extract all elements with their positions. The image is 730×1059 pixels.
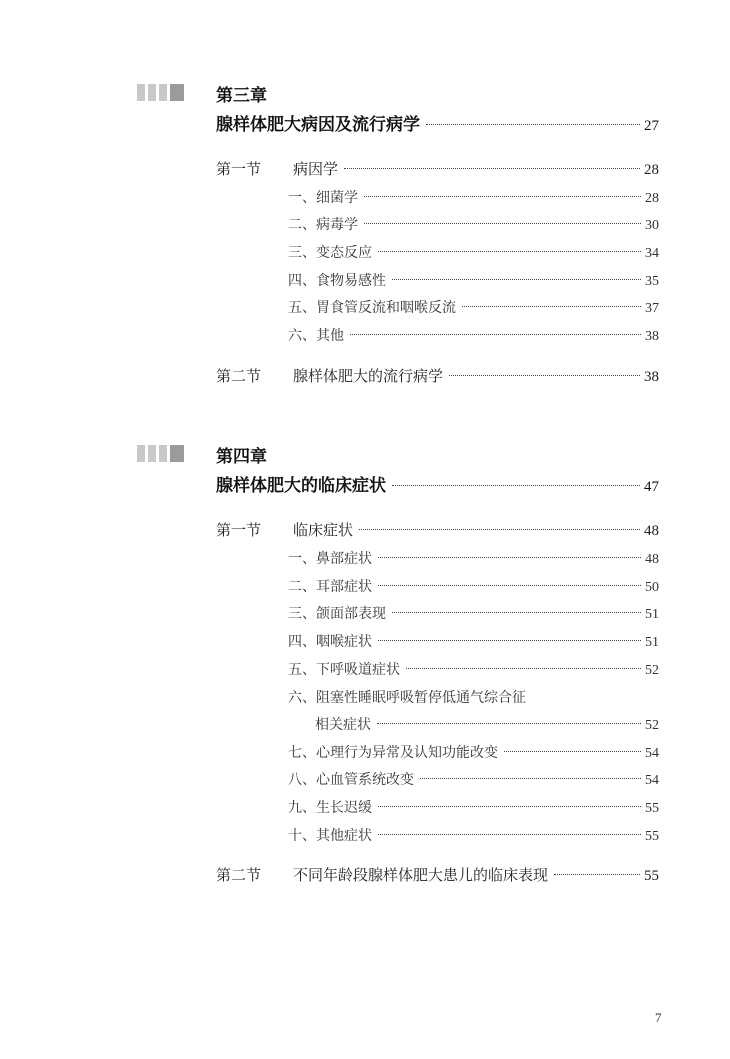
page-ref: 54 <box>645 773 659 788</box>
chapter-title-row[interactable] <box>216 471 659 496</box>
chapter-marker-icon <box>137 445 184 462</box>
chapter-title: 腺样体肥大的临床症状 <box>216 476 386 496</box>
leader-dots <box>344 168 640 169</box>
section-title: 腺样体肥大的流行病学 <box>293 367 444 385</box>
leader-dots <box>392 279 641 280</box>
page-ref: 55 <box>645 829 659 844</box>
toc-item[interactable] <box>288 325 659 345</box>
page-ref: 28 <box>645 191 659 206</box>
item-title: 九、生长迟缓 <box>288 800 372 816</box>
section-row[interactable] <box>293 158 659 179</box>
toc-item[interactable] <box>288 297 659 317</box>
leader-dots <box>449 375 640 376</box>
leader-dots <box>378 585 641 586</box>
item-title: 五、下呼吸道症状 <box>288 662 400 678</box>
section-row[interactable] <box>293 864 659 885</box>
item-title-continued: 相关症状 <box>315 717 371 733</box>
page-ref: 48 <box>645 552 659 567</box>
toc-item[interactable] <box>288 576 659 596</box>
section-row[interactable] <box>293 519 659 540</box>
chapter-label: 第三章 <box>216 86 267 106</box>
toc-item[interactable] <box>315 714 659 734</box>
toc-item[interactable] <box>288 825 659 845</box>
item-title: 八、心血管系统改变 <box>288 772 414 788</box>
page-ref: 38 <box>645 329 659 344</box>
leader-dots <box>378 640 641 641</box>
toc-item[interactable] <box>288 214 659 234</box>
toc-item[interactable] <box>288 603 659 623</box>
chapter-title-row[interactable] <box>216 110 659 135</box>
item-title: 三、颌面部表现 <box>288 606 386 622</box>
item-title: 二、病毒学 <box>288 217 358 233</box>
page-ref: 50 <box>645 580 659 595</box>
item-title: 四、咽喉症状 <box>288 634 372 650</box>
leader-dots <box>359 529 640 530</box>
page-ref: 28 <box>644 162 659 178</box>
page-ref: 35 <box>645 274 659 289</box>
leader-dots <box>378 834 641 835</box>
page-ref: 30 <box>645 218 659 233</box>
page-ref: 52 <box>645 663 659 678</box>
leader-dots <box>426 124 640 125</box>
leader-dots <box>378 251 641 252</box>
section-number: 第二节 <box>216 367 262 385</box>
leader-dots <box>392 485 640 486</box>
toc-item[interactable] <box>288 242 659 262</box>
toc-item[interactable] <box>288 659 659 679</box>
page-ref: 27 <box>644 118 659 134</box>
page-ref: 54 <box>645 746 659 761</box>
page-number: 7 <box>655 1010 662 1025</box>
section-number: 第一节 <box>216 521 262 539</box>
page-ref: 55 <box>645 801 659 816</box>
page-ref: 52 <box>645 718 659 733</box>
leader-dots <box>378 557 641 558</box>
item-title: 六、阻塞性睡眠呼吸暂停低通气综合征 <box>288 690 526 706</box>
leader-dots <box>392 612 641 613</box>
page-ref: 34 <box>645 246 659 261</box>
leader-dots <box>554 874 640 875</box>
leader-dots <box>377 723 641 724</box>
chapter-marker-icon <box>137 84 184 101</box>
page-ref: 38 <box>644 369 659 385</box>
toc-item[interactable] <box>288 631 659 651</box>
section-number: 第一节 <box>216 160 262 178</box>
chapter-title: 腺样体肥大病因及流行病学 <box>216 115 420 135</box>
item-title: 一、鼻部症状 <box>288 551 372 567</box>
item-title: 五、胃食管反流和咽喉反流 <box>288 300 456 316</box>
chapter-label: 第四章 <box>216 447 267 467</box>
section-title: 临床症状 <box>293 521 354 539</box>
toc-item[interactable] <box>288 548 659 568</box>
leader-dots <box>504 751 641 752</box>
leader-dots <box>364 196 641 197</box>
page-ref: 47 <box>644 479 659 495</box>
leader-dots <box>420 778 641 779</box>
section-title: 不同年龄段腺样体肥大患儿的临床表现 <box>293 866 549 884</box>
item-title: 一、细菌学 <box>288 190 358 206</box>
toc-item[interactable] <box>288 742 659 762</box>
toc-item[interactable] <box>288 270 659 290</box>
toc-item[interactable] <box>288 797 659 817</box>
page-ref: 55 <box>644 868 659 884</box>
section-title: 病因学 <box>293 160 339 178</box>
item-title: 七、心理行为异常及认知功能改变 <box>288 745 498 761</box>
leader-dots <box>364 223 641 224</box>
leader-dots <box>378 806 641 807</box>
page-ref: 51 <box>645 635 659 650</box>
page-ref: 51 <box>645 607 659 622</box>
section-row[interactable] <box>293 365 659 386</box>
item-title: 六、其他 <box>288 328 344 344</box>
page-ref: 37 <box>645 301 659 316</box>
item-title: 十、其他症状 <box>288 828 372 844</box>
leader-dots <box>406 668 641 669</box>
leader-dots <box>462 306 641 307</box>
item-title: 四、食物易感性 <box>288 273 386 289</box>
item-title: 三、变态反应 <box>288 245 372 261</box>
toc-item[interactable] <box>288 187 659 207</box>
page-ref: 48 <box>644 523 659 539</box>
item-title: 二、耳部症状 <box>288 579 372 595</box>
leader-dots <box>350 334 641 335</box>
toc-item[interactable] <box>288 769 659 789</box>
section-number: 第二节 <box>216 866 262 884</box>
